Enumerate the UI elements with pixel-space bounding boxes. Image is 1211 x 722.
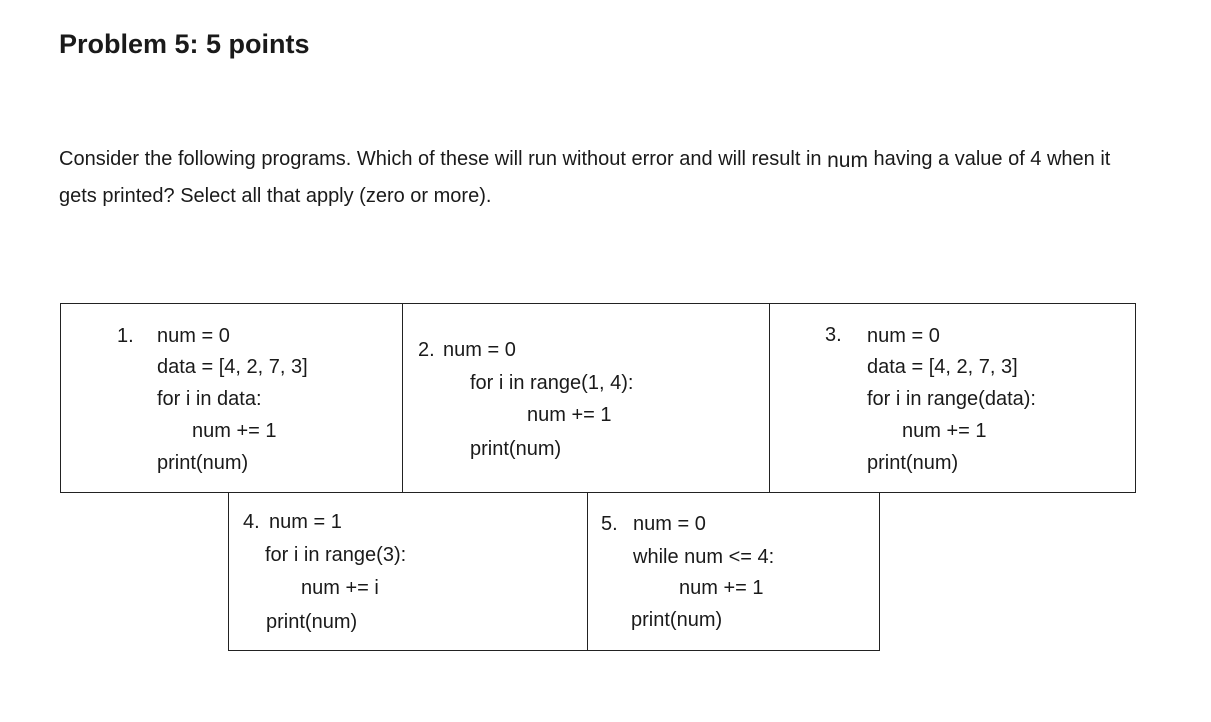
program-1-line-2: data = [4, 2, 7, 3] — [157, 356, 308, 378]
program-4-line-1: num = 1 — [269, 511, 342, 533]
program-4-box — [228, 492, 588, 651]
program-4-line-3: num += i — [301, 577, 379, 599]
program-1-line-1: num = 0 — [157, 325, 230, 347]
problem-title: Problem 5: 5 points — [59, 29, 310, 59]
program-1-line-5: print(num) — [157, 452, 249, 474]
program-1-line-4: num += 1 — [192, 420, 277, 442]
program-5-box — [587, 492, 880, 651]
program-4-line-4: print(num) — [266, 611, 358, 633]
program-3-box — [769, 303, 1136, 493]
problem-prompt — [59, 140, 1149, 215]
program-1-line-3: for i in data: — [157, 388, 262, 410]
program-3-line-1: num = 0 — [867, 325, 940, 347]
program-3-number: 3. — [825, 324, 842, 346]
program-2-line-3: num += 1 — [527, 404, 612, 426]
program-2-line-2: for i in range(1, 4): — [470, 372, 634, 394]
program-4-number: 4. — [243, 511, 260, 533]
program-3-line-2: data = [4, 2, 7, 3] — [867, 356, 1018, 378]
program-3-line-4: num += 1 — [902, 420, 987, 442]
prompt-text-end: having a value of 4 when it gets printed? Select all that apply (zero or more). — [59, 148, 1111, 207]
program-2-line-1: num = 0 — [443, 339, 516, 361]
prompt-variable: num — [827, 149, 868, 172]
program-1-number: 1. — [117, 325, 134, 347]
program-3-line-5: print(num) — [867, 452, 959, 474]
program-5-number: 5. — [601, 513, 618, 535]
prompt-text-start: Consider the following programs. Which of these will run without error and will result in — [59, 148, 828, 170]
program-3-line-3: for i in range(data): — [867, 388, 1036, 410]
program-1-box — [60, 303, 403, 493]
program-2-number: 2. — [418, 339, 435, 361]
program-2-box — [402, 303, 770, 493]
program-5-line-4: print(num) — [631, 609, 723, 631]
program-5-line-1: num = 0 — [633, 513, 706, 535]
program-5-line-3: num += 1 — [679, 577, 764, 599]
program-5-line-2: while num <= 4: — [633, 546, 775, 568]
program-2-line-4: print(num) — [470, 438, 562, 460]
program-4-line-2: for i in range(3): — [265, 544, 407, 566]
